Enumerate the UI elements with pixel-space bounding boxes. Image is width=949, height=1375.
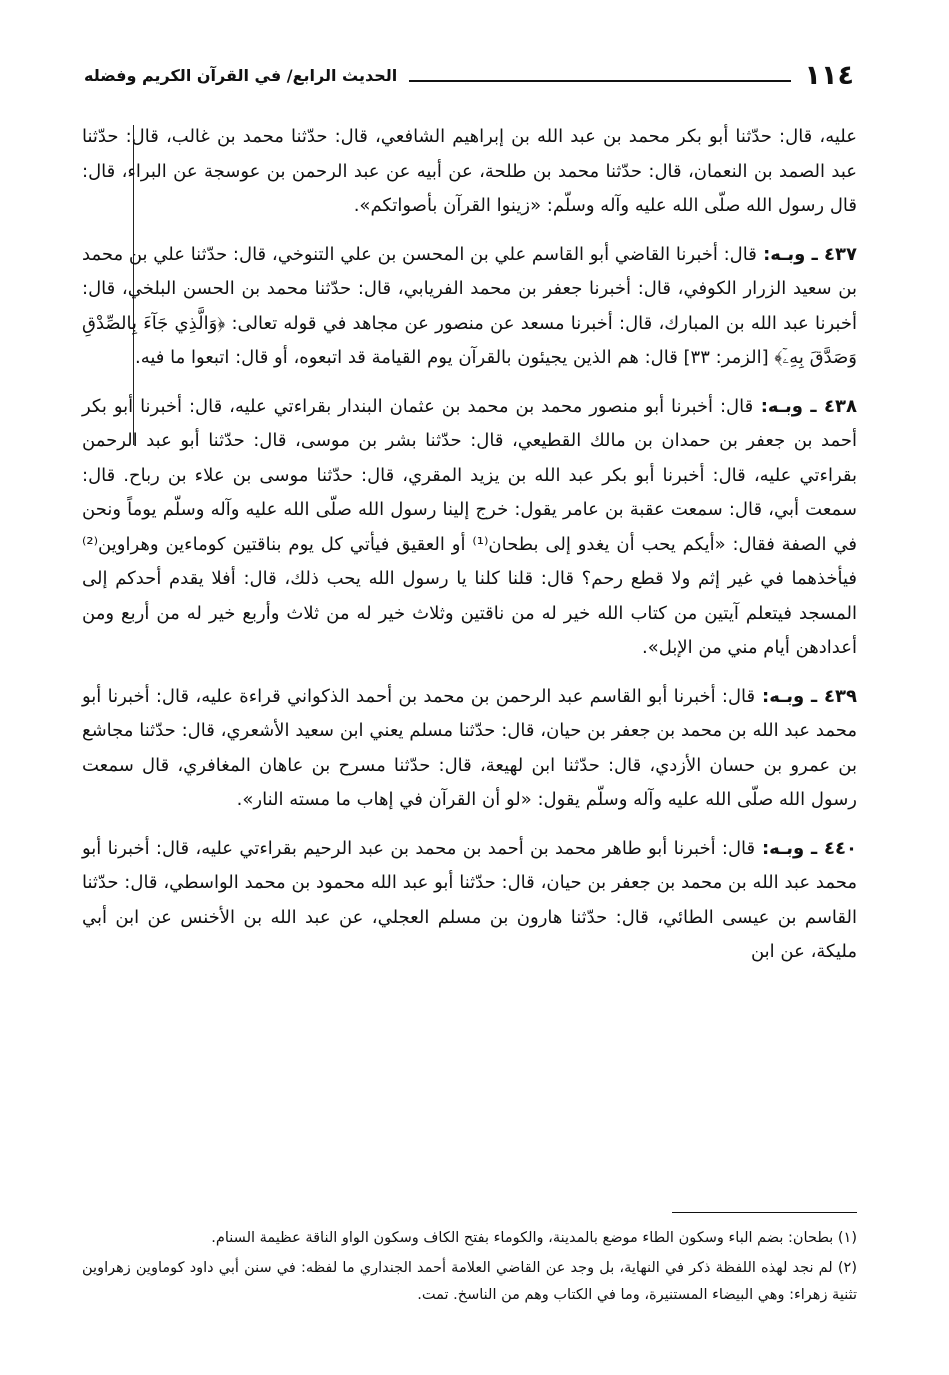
- paragraph: [82, 120, 857, 224]
- hadith-number: ٤٤٠ ـ وبـه:: [755, 837, 857, 859]
- paragraph-text: قال: أخبرنا القاضي أبو القاسم علي بن المحسن بن علي التنوخي، قال: حدّثنا علي بن محمد بن سعيد الزرار الكوفي، قال: أخبرنا جعفر بن محمد الفريابي، قال: حدّثنا محمد بن الحسن البلخي، قال: أخبرنا عبد الله بن المبارك، قال: أخبرنا مسعد عن منصور عن مجاهد في قوله تعالى: ﴿وَالَّذِي جَآءَ بِالصِّدْقِ وَصَدَّقَ بِهِۦٓ﴾ [الزمر: ٣٣] قال: هم الذين يجيئون بالقرآن يوم القيامة قد اتبعوه، أو قال: اتبعوا ما فيه.: [82, 243, 857, 368]
- paragraph-text: قال: أخبرنا أبو طاهر محمد بن أحمد بن محمد بن عبد الرحيم بقراءتي عليه، قال: أخبرنا أبو محمد عبد الله بن محمد بن جعفر بن حيان، قال: حدّثنا أبو عبد الله محمود بن محمد الواسطي، قال: حدّثنا القاسم بن عيسى الطائي، قال: حدّثنا هارون بن مسلم العجلي، عن عبد الله بن الأخنس عن ابن أبي مليكة، عن ابن: [82, 837, 857, 962]
- footnotes: [82, 1225, 857, 1312]
- paragraph: [82, 832, 857, 970]
- header-rule: [409, 80, 790, 82]
- footnote: (٢) لم نجد لهذه اللفظة ذكر في النهاية، بل وجد عن القاضي العلامة أحمد الجنداري ما لفظه: في سنن أبي داود كوماوين زهراوين تثنية زهراء: وهي البيضاء المستنيرة، وما في الكتاب وهم من الناسخ. تمت.: [82, 1260, 857, 1303]
- paragraph-text: قال: أخبرنا أبو منصور محمد بن محمد بن عثمان البندار بقراءتي عليه، قال: أخبرنا أبو بكر أحمد بن جعفر بن حمدان بن مالك القطيعي، قال: حدّثنا بشر بن موسى، قال: حدّثنا أبو عبد الرحمن بقراءتي عليه، قال: أخبرنا أبو بكر عبد الله بن يزيد المقري، قال: حدّثنا موسى بن علاء بن رباح. قال: سمعت أبي، قال: سمعت عقبة بن عامر يقول: خرج إلينا رسول الله صلّى الله عليه وآله وسلّم يوماً ونحن في الصفة فقال: «أيكم يحب أن يغدو إلى بطحان⁽¹⁾ أو العقيق فيأتي كل يوم بناقتين كوماءين وهراوين⁽²⁾ فيأخذهما في غير إثم ولا قطع رحم؟ قال: قلنا كلنا يا رسول الله يحب ذلك، قال: أفلا يقدم أحدكم إلى المسجد فيتعلم آيتين من كتاب الله خير له من ناقتين وثلاث خير له من ثلاث وأربع خير له من أربع ومن أعدادهن أيام مني من الإبل».: [82, 395, 857, 658]
- footnote: (١) بطحان: بضم الباء وسكون الطاء موضع بالمدينة، والكوماء بفتح الكاف وسكون الواو الناقة عظيمة السنام.: [211, 1230, 857, 1246]
- hadith-number: ٤٣٨ ـ وبـه:: [753, 395, 857, 417]
- footnote-rule: [672, 1212, 857, 1213]
- running-title: الحديث الرابع/ في القرآن الكريم وفضله: [84, 65, 398, 85]
- page-header: [84, 55, 854, 95]
- main-text: [82, 120, 857, 984]
- paragraph: [82, 680, 857, 818]
- hadith-number: ٤٣٩ ـ وبـه:: [755, 685, 857, 707]
- hadith-number: ٤٣٧ ـ وبـه:: [756, 243, 857, 265]
- paragraph-text: قال: أخبرنا أبو القاسم عبد الرحمن بن محمد بن أحمد الذكواني قراءة عليه، قال: أخبرنا أبو محمد عبد الله بن محمد بن جعفر بن حيان، قال: حدّثنا مسلم يعني ابن سعيد الأشعري، قال: حدّثنا مجاشع بن عمرو بن حسان الأزدي، قال: حدّثنا ابن لهيعة، قال: حدّثنا مسرح بن عاهان المغافري، قال سمعت رسول الله صلّى الله عليه وآله وسلّم يقول: «لو أن القرآن في إهاب ما مسته النار».: [82, 685, 857, 810]
- paragraph-text: عليه، قال: حدّثنا أبو بكر محمد بن عبد الله بن إبراهيم الشافعي، قال: حدّثنا محمد بن غالب، قال: حدّثنا عبد الصمد بن النعمان، قال: حدّثنا محمد بن طلحة، عن أبيه عن عبد الرحمن بن عوسجة عن البراء، قال: قال رسول الله صلّى الله عليه وآله وسلّم: «زينوا القرآن بأصواتكم».: [82, 126, 857, 216]
- page-number: ١١٤: [804, 59, 854, 91]
- paragraph: [82, 390, 857, 666]
- paragraph: [82, 238, 857, 376]
